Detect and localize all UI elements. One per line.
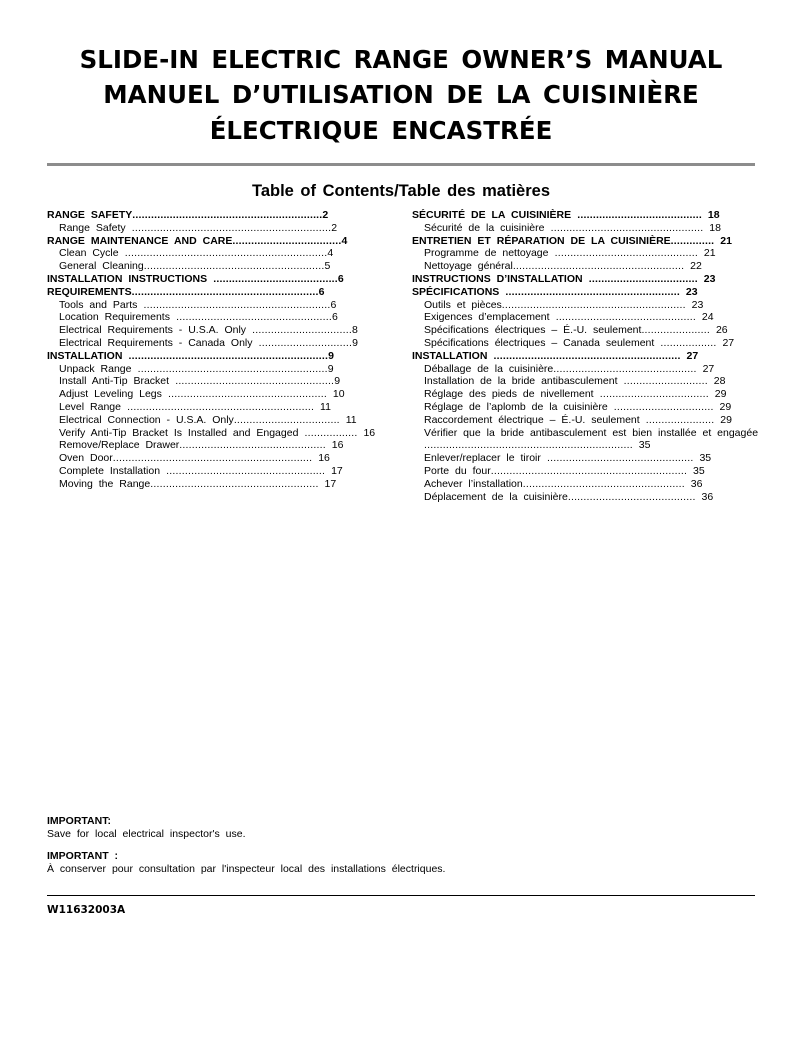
toc-entry[interactable] <box>47 299 417 312</box>
toc-entry-page: 16 <box>312 452 330 465</box>
toc-entry-label: SPÉCIFICATIONS <box>412 285 500 298</box>
toc-entry-label: Unpack Range <box>59 362 132 375</box>
important-text-fr: À conserver pour consultation par l'inspecteur local des installations électriques. <box>47 862 446 875</box>
toc-entry-page: 21 <box>698 247 716 260</box>
toc-entry-page: 18 <box>701 209 720 221</box>
toc-entry-leader: .................................................. <box>169 311 332 324</box>
toc-entry-leader: ...................... <box>641 324 711 337</box>
toc-entry[interactable] <box>412 235 762 248</box>
toc-entry-leader: ........................................ <box>207 272 338 285</box>
toc-entry-leader: ............................................... <box>540 452 694 465</box>
toc-entry-page: 29 <box>713 400 732 413</box>
toc-entry-leader: ................................................................ <box>112 452 313 465</box>
toc-entry-page: 4 <box>327 247 334 260</box>
toc-entry[interactable] <box>47 363 417 376</box>
toc-entry-leader: ........................................................... <box>501 298 686 311</box>
toc-entry-label: Electrical Connection - U.S.A. Only <box>59 413 234 426</box>
toc-entry[interactable] <box>412 286 762 299</box>
toc-entry-page: 24 <box>695 311 714 324</box>
toc-entry[interactable] <box>47 311 417 324</box>
toc-entry-label: INSTALLATION INSTRUCTIONS <box>47 272 208 285</box>
toc-entry-page: 6 <box>331 311 338 324</box>
toc-entry-page: 9 <box>352 336 358 349</box>
toc-entry-page: 6 <box>330 298 337 311</box>
toc-entry-label: Moving the Range <box>59 477 151 490</box>
toc-entry-page: 29 <box>708 388 727 401</box>
toc-entry-leader: .................................. <box>233 413 340 426</box>
toc-entry-leader: ................................................... <box>161 388 328 401</box>
toc-entry-page: 27 <box>716 336 735 349</box>
toc-entry-label: Spécifications électriques – Canada seulement <box>424 336 655 349</box>
toc-entry-page: 6 <box>318 285 325 298</box>
toc-entry-leader: ............................................. <box>549 311 696 324</box>
toc-entry[interactable] <box>412 311 762 324</box>
toc-entry-leader: ............................................................. <box>131 362 328 375</box>
toc-entry[interactable] <box>412 260 762 273</box>
toc-entry-leader: ................................................. <box>544 221 704 234</box>
toc-entry[interactable] <box>412 273 762 286</box>
toc-entry-leader: ............................................................... <box>490 464 688 477</box>
document-number: W11632003A <box>47 904 126 916</box>
toc-column-french <box>412 209 762 503</box>
toc-entry-page: 35 <box>632 439 651 452</box>
toc-entry-leader: ............................................... <box>179 439 326 452</box>
toc-entry-label: Electrical Requirements - U.S.A. Only <box>59 324 247 337</box>
important-text-en: Save for local electrical inspector's use. <box>47 827 246 840</box>
toc-entry[interactable] <box>47 247 417 260</box>
toc-entry[interactable] <box>412 337 762 350</box>
toc-entry-page: 6 <box>337 272 344 285</box>
toc-entry[interactable] <box>47 350 417 363</box>
toc-entry[interactable] <box>412 350 762 363</box>
toc-entry-page: 21 <box>714 234 732 247</box>
toc-entry-page: 27 <box>696 362 715 375</box>
toc-entry-label: Install Anti-Tip Bracket <box>59 375 170 388</box>
toc-entry-page: 28 <box>707 375 726 388</box>
toc-entry-label: Déplacement de la cuisinière <box>424 490 568 503</box>
toc-entry-page: 9 <box>328 349 334 362</box>
toc-entry-leader: ................................................................ <box>125 221 332 234</box>
title-line-2: MANUEL D’UTILISATION DE LA CUISINIÈRE <box>103 80 699 109</box>
toc-entry-label: Electrical Requirements - Canada Only <box>59 336 253 349</box>
toc-entry-label: Sécurité de la cuisinière <box>424 221 545 234</box>
important-heading-fr: IMPORTANT : <box>47 850 119 862</box>
toc-entry-page: 29 <box>714 413 732 426</box>
toc-entry[interactable] <box>47 452 417 465</box>
toc-entry-label: Déballage de la cuisinière <box>424 362 554 375</box>
toc-entry-leader: ................. <box>298 426 358 439</box>
toc-entry-page: 17 <box>325 464 343 477</box>
toc-entry[interactable] <box>412 388 762 401</box>
toc-entry-leader: .................. <box>654 336 717 349</box>
toc-entry-page: 4 <box>341 234 348 247</box>
toc-entry[interactable] <box>47 222 417 235</box>
toc-entry-label: Adjust Leveling Legs <box>59 388 162 401</box>
toc-entry[interactable] <box>47 401 417 414</box>
title-line-3: ÉLECTRIQUE ENCASTRÉE <box>209 116 553 145</box>
toc-entry-leader: ................................................................. <box>118 247 328 260</box>
toc-entry-label: Achever l’installation <box>424 477 523 490</box>
toc-entry[interactable] <box>47 388 417 401</box>
toc-entry[interactable] <box>412 427 762 453</box>
toc-entry-leader: ............................................................ <box>120 400 315 413</box>
toc-entry[interactable] <box>412 452 762 465</box>
toc-entry-leader: ................................... <box>593 388 709 401</box>
toc-entry[interactable] <box>47 375 417 388</box>
toc-entry-leader: ................................................... <box>160 464 326 477</box>
toc-entry[interactable] <box>412 247 762 260</box>
toc-entry[interactable] <box>412 363 762 376</box>
toc-entry-label: Tools and Parts <box>59 298 138 311</box>
toc-entry-label: Verify Anti-Tip Bracket Is Installed and Engaged <box>59 426 299 439</box>
toc-entry-page: 26 <box>710 324 728 337</box>
toc-entry-leader: ................................................... <box>169 375 335 388</box>
toc-entry[interactable] <box>412 414 762 427</box>
toc-entry-label: INSTRUCTIONS D’INSTALLATION <box>412 272 583 285</box>
toc-entry[interactable] <box>47 427 417 440</box>
toc-entry-page: 27 <box>680 349 699 362</box>
toc-entry-label: Remove/Replace Drawer <box>59 439 180 452</box>
toc-entry-label: Exigences d’emplacement <box>424 311 550 324</box>
toc-entry-label: RANGE SAFETY <box>47 209 133 221</box>
toc-entry[interactable] <box>47 465 417 478</box>
toc-entry-page: 16 <box>325 439 344 452</box>
toc-entry-leader: ............................................................. <box>132 209 323 221</box>
toc-entry-page: 36 <box>695 490 714 503</box>
toc-title: Table of Contents/Table des matières <box>251 182 551 200</box>
toc-entry[interactable] <box>412 375 762 388</box>
toc-entry-leader: ................................... <box>232 234 342 247</box>
toc-entry-label: Raccordement électrique – É.-U. seulement <box>424 413 640 426</box>
toc-entry-page: 22 <box>684 260 702 273</box>
toc-entry-page: 5 <box>324 260 331 273</box>
toc-entry-page: 23 <box>685 298 704 311</box>
toc-entry[interactable] <box>47 439 417 452</box>
toc-entry-page: 35 <box>687 464 705 477</box>
toc-entry-leader: ............................................................ <box>137 298 331 311</box>
toc-entry-leader: ................................ <box>607 400 714 413</box>
toc-entry-leader: ................................................................ <box>122 349 329 362</box>
toc-entry-label: Installation de la bride antibasculement <box>424 375 618 388</box>
toc-entry[interactable] <box>47 235 417 248</box>
toc-entry[interactable] <box>412 222 762 235</box>
toc-entry-label: Spécifications électriques – É.-U. seulement <box>424 324 642 337</box>
toc-entry-leader: ........................... <box>617 375 708 388</box>
title-line-1: SLIDE-IN ELECTRIC RANGE OWNER’S MANUAL <box>79 45 723 74</box>
toc-entry[interactable] <box>412 478 762 491</box>
toc-entry-label: INSTALLATION <box>47 349 123 362</box>
toc-column-english <box>47 209 417 491</box>
toc-entry-page: 11 <box>314 400 331 413</box>
toc-entry-leader: ................................................................... <box>424 439 633 452</box>
toc-entry[interactable] <box>412 465 762 478</box>
toc-entry-label: SÉCURITÉ DE LA CUISINIÈRE <box>412 209 572 221</box>
toc-entry-leader: ........................................ <box>571 209 702 221</box>
toc-entry-leader: .......................................................... <box>143 260 325 273</box>
toc-entry[interactable] <box>47 273 417 286</box>
toc-entry-label: Programme de nettoyage <box>424 247 549 260</box>
toc-entry-page: 2 <box>322 209 329 221</box>
toc-entry-leader: ....................................................... <box>512 260 685 273</box>
toc-entry-leader: .............................................. <box>548 247 698 260</box>
important-notes <box>47 815 445 875</box>
toc-entry-label: Outils et pièces <box>424 298 502 311</box>
toc-entry[interactable] <box>47 478 417 491</box>
toc-entry-leader: ...................................................... <box>150 477 319 490</box>
toc-entry-label: RANGE MAINTENANCE AND CARE <box>47 234 233 247</box>
toc-entry[interactable] <box>412 324 762 337</box>
toc-entry-label: Nettoyage général <box>424 260 513 273</box>
toc-entry-label: Enlever/replacer le tiroir <box>424 452 541 465</box>
toc-entry[interactable] <box>47 209 417 222</box>
toc-entry-leader: ................................ <box>246 324 352 337</box>
toc-entry-leader: ...................... <box>639 413 715 426</box>
toc-entry-page: 8 <box>351 324 358 337</box>
toc-entry[interactable] <box>47 260 417 273</box>
toc-entry-label: Oven Door <box>59 452 113 465</box>
toc-entry-label: REQUIREMENTS <box>47 285 132 298</box>
toc-entry-label: Level Range <box>59 400 121 413</box>
toc-entry-page: 11 <box>339 413 357 426</box>
toc-entry-label: Vérifier que la bride antibasculement est bien installée et engagée <box>424 426 759 439</box>
toc-entry-page: 2 <box>331 221 338 234</box>
toc-entry-label: Complete Installation <box>59 464 161 477</box>
header-divider <box>47 163 755 166</box>
toc-entry-label: Clean Cycle <box>59 247 119 260</box>
toc-entry-label: Location Requirements <box>59 311 170 324</box>
toc-entry[interactable] <box>412 299 762 312</box>
toc-entry-leader: ................................... <box>582 272 698 285</box>
toc-entry-page: 23 <box>680 285 698 298</box>
toc-entry-page: 16 <box>357 426 376 439</box>
toc-entry-label: INSTALLATION <box>412 349 488 362</box>
toc-entry[interactable] <box>47 324 417 337</box>
toc-entry-page: 18 <box>703 221 721 234</box>
toc-entry-label: General Cleaning <box>59 260 144 273</box>
toc-entry-page: 10 <box>327 388 345 401</box>
toc-entry-label: Réglage de l’aplomb de la cuisinière <box>424 400 608 413</box>
toc-entry-label: Réglage des pieds de nivellement <box>424 388 594 401</box>
toc-entry[interactable] <box>47 337 417 350</box>
toc-entry-leader: ........................................................ <box>499 285 680 298</box>
toc-entry-leader: .............. <box>670 234 715 247</box>
footer-divider <box>47 895 755 896</box>
toc-entry[interactable] <box>412 401 762 414</box>
toc-entry-page: 35 <box>693 452 712 465</box>
toc-entry-page: 36 <box>684 477 703 490</box>
toc-entry[interactable] <box>47 286 417 299</box>
toc-entry-page: 9 <box>334 375 341 388</box>
important-heading-en: IMPORTANT: <box>47 815 111 827</box>
toc-entry[interactable] <box>412 209 762 222</box>
toc-entry-page: 9 <box>327 362 334 375</box>
toc-entry[interactable] <box>412 491 762 504</box>
toc-entry-page: 17 <box>318 477 337 490</box>
toc-entry-leader: .................................................... <box>522 477 685 490</box>
toc-entry-leader: ......................................... <box>567 490 696 503</box>
toc-entry-label: ENTRETIEN ET RÉPARATION DE LA CUISINIÈRE <box>412 234 671 247</box>
toc-entry-leader: .............................. <box>252 336 353 349</box>
toc-entry[interactable] <box>47 414 417 427</box>
toc-entry-label: Porte du four <box>424 464 491 477</box>
toc-entry-page: 23 <box>697 272 716 285</box>
toc-entry-leader: ............................................................ <box>131 285 319 298</box>
toc-entry-leader: .............................................. <box>553 362 697 375</box>
toc-entry-leader: ............................................................ <box>487 349 681 362</box>
toc-entry-label: Range Safety <box>59 221 126 234</box>
